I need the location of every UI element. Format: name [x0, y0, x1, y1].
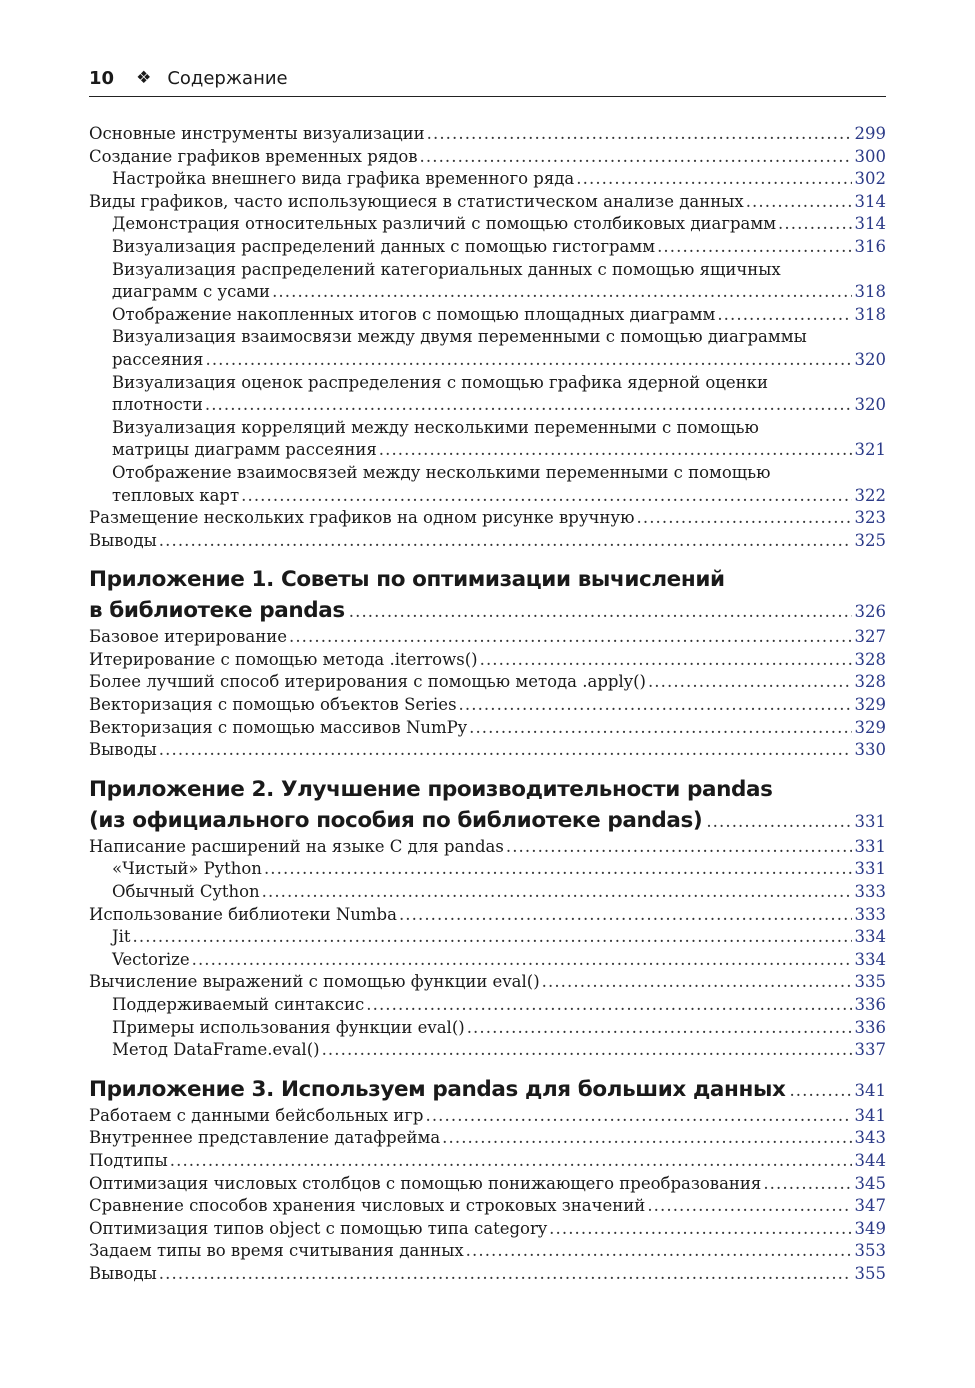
- toc-entry-label: Jit: [112, 927, 131, 947]
- toc-entry-label: Итерирование с помощью метода .iterrows(): [89, 649, 478, 669]
- running-header: [89, 68, 886, 97]
- leader-dots: [717, 304, 851, 327]
- toc-entry[interactable]: [89, 904, 886, 927]
- toc-entry[interactable]: [89, 1263, 886, 1286]
- toc-entry-page: 299: [854, 124, 886, 143]
- toc-entry-label: Основные инструменты визуализации: [89, 124, 425, 143]
- leader-dots: [322, 1039, 852, 1062]
- toc-entry[interactable]: [89, 168, 886, 191]
- toc-entry[interactable]: [89, 1240, 886, 1263]
- leader-dots: [576, 168, 851, 191]
- toc-entry-page: 323: [854, 508, 886, 528]
- leader-dots: [205, 394, 852, 417]
- toc-entry-page: 327: [854, 627, 886, 647]
- leader-dots: [637, 507, 852, 530]
- leader-dots: [366, 994, 851, 1017]
- leader-dots: [425, 1105, 851, 1128]
- toc-section-visualization: [89, 123, 886, 552]
- toc-entry-line1: Визуализация взаимосвязи между двумя переменными с помощью диаграммы: [112, 327, 807, 347]
- toc-entry-label: Базовое итерирование: [89, 627, 287, 647]
- toc-entry[interactable]: [89, 971, 886, 994]
- toc-entry[interactable]: [89, 926, 886, 949]
- leader-dots: [349, 596, 852, 626]
- toc-entry-page: 331: [854, 859, 886, 879]
- toc-entry-label: Более лучший способ итерирования с помощью метода .apply(): [89, 672, 646, 692]
- toc-entry[interactable]: [89, 439, 886, 462]
- toc-entry[interactable]: [89, 717, 886, 740]
- leader-dots: [420, 146, 852, 169]
- toc-entry[interactable]: [89, 881, 886, 904]
- toc-entry[interactable]: [89, 1105, 886, 1128]
- toc-entry-label: диаграмм с усами: [112, 282, 271, 302]
- toc-entry[interactable]: [89, 394, 886, 417]
- leader-dots: [549, 1218, 851, 1241]
- toc-entry[interactable]: [89, 949, 886, 972]
- leader-dots: [159, 530, 852, 553]
- appendix-3-title: Приложение 3. Используем pandas для больших данных: [89, 1076, 786, 1102]
- toc-entry-label: тепловых карт: [112, 485, 240, 505]
- toc-entry-label: Визуализация распределений данных с помощью гистограмм: [112, 236, 656, 256]
- leader-dots: [469, 717, 851, 740]
- toc-entry-page: 355: [854, 1263, 886, 1283]
- toc-entry[interactable]: [89, 1150, 886, 1173]
- toc-entry[interactable]: [89, 858, 886, 881]
- toc-entry[interactable]: [89, 349, 886, 372]
- toc-entry-page: 345: [854, 1173, 886, 1193]
- toc-entry-label: Выводы: [89, 1263, 157, 1283]
- toc-entry-page: 341: [854, 1105, 886, 1125]
- toc-entry-label: плотности: [112, 395, 203, 415]
- toc-entry-page: 333: [854, 882, 886, 902]
- toc-entry-label: Обычный Cython: [112, 882, 260, 902]
- toc-entry-page: 336: [854, 1017, 886, 1037]
- toc-entry[interactable]: [89, 836, 886, 859]
- leader-dots: [746, 191, 852, 214]
- toc-entry-label: Выводы: [89, 530, 157, 550]
- leader-dots: [647, 1195, 851, 1218]
- leader-dots: [399, 904, 852, 927]
- toc-entry-page: 349: [854, 1218, 886, 1238]
- leader-dots: [192, 949, 852, 972]
- leader-dots: [789, 1075, 851, 1105]
- toc-entry[interactable]: [89, 304, 886, 327]
- toc-entry-page: 347: [854, 1196, 886, 1216]
- toc-entry-label: Подтипы: [89, 1150, 168, 1170]
- leader-dots: [648, 671, 852, 694]
- toc-entry-page: 322: [854, 485, 886, 505]
- toc-entry-page: 320: [854, 349, 886, 369]
- ornament-icon: ❖: [136, 68, 152, 88]
- appendix-1-title-entry[interactable]: [89, 595, 886, 626]
- toc-entry[interactable]: [89, 146, 886, 169]
- toc-entry-label: Векторизация с помощью массивов NumPy: [89, 717, 468, 737]
- toc-entry-label: Метод DataFrame.eval(): [112, 1040, 320, 1060]
- toc-entry-page: 335: [854, 972, 886, 992]
- toc-entry-page: 316: [854, 236, 886, 256]
- toc-entry[interactable]: [89, 485, 886, 508]
- appendix-2-entries: [89, 836, 886, 1062]
- toc-entry-label: Задаем типы во время считывания данных: [89, 1241, 464, 1261]
- toc-entry-label: Примеры использования функции eval(): [112, 1017, 465, 1037]
- leader-dots: [657, 236, 851, 259]
- toc-entry-label: Vectorize: [112, 949, 190, 969]
- toc-entry[interactable]: [89, 649, 886, 672]
- appendix-3-page: 341: [854, 1080, 886, 1100]
- toc-entry[interactable]: [89, 671, 886, 694]
- leader-dots: [379, 439, 852, 462]
- leader-dots: [264, 858, 852, 881]
- leader-dots: [272, 281, 851, 304]
- leader-dots: [763, 1173, 851, 1196]
- toc-entry-label: Выводы: [89, 740, 157, 760]
- toc-entry[interactable]: [89, 530, 886, 553]
- leader-dots: [706, 806, 851, 836]
- leader-dots: [467, 1017, 852, 1040]
- toc-entry-line1: Визуализация распределений категориальных данных с помощью ящичных: [112, 259, 781, 279]
- toc-entry-label: матрицы диаграмм рассеяния: [112, 440, 377, 460]
- toc-entry[interactable]: [89, 1173, 886, 1196]
- toc-entry-page: 333: [854, 904, 886, 924]
- toc-entry-page: 331: [854, 836, 886, 856]
- appendix-1: [89, 564, 886, 762]
- leader-dots: [480, 649, 852, 672]
- leader-dots: [442, 1127, 851, 1150]
- appendix-3-entries: [89, 1105, 886, 1286]
- toc-entry-page: 344: [854, 1150, 886, 1170]
- appendix-2-title-entry[interactable]: [89, 805, 886, 836]
- toc-entry-label: Написание расширений на языке C для pandas: [89, 836, 504, 856]
- appendix-2-page: 331: [854, 811, 886, 831]
- toc-entry-label: Настройка внешнего вида графика временного ряда: [112, 169, 575, 189]
- toc-entry-label: рассеяния: [112, 349, 204, 369]
- toc-entry-label: Оптимизация числовых столбцов с помощью понижающего преобразования: [89, 1173, 762, 1193]
- toc-entry[interactable]: [89, 1218, 886, 1241]
- leader-dots: [133, 926, 852, 949]
- toc-entry-label: Работаем с данными бейсбольных игр: [89, 1105, 424, 1125]
- toc-entry-page: 300: [854, 146, 886, 166]
- toc-entry[interactable]: [89, 1017, 886, 1040]
- toc-entry[interactable]: [89, 1039, 886, 1062]
- table-of-contents: [89, 123, 886, 1286]
- toc-entry-label: Сравнение способов хранения числовых и строковых значений: [89, 1196, 646, 1216]
- toc-entry-line1: Визуализация корреляций между несколькими переменными с помощью: [112, 417, 759, 437]
- toc-entry-page: 302: [854, 169, 886, 189]
- leader-dots: [241, 485, 851, 508]
- appendix-1-page: 326: [854, 602, 886, 622]
- appendix-1-entries: [89, 626, 886, 762]
- leader-dots: [427, 123, 852, 146]
- toc-entry-page: 325: [854, 530, 886, 550]
- toc-entry-page: 318: [854, 282, 886, 302]
- appendix-3: [89, 1074, 886, 1286]
- toc-entry-page: 353: [854, 1241, 886, 1261]
- toc-entry-page: 329: [854, 695, 886, 715]
- toc-entry[interactable]: [89, 994, 886, 1017]
- toc-entry-page: 328: [854, 672, 886, 692]
- toc-entry-line1: Визуализация оценок распределения с помощью графика ядерной оценки: [112, 372, 768, 392]
- appendix-1-title-line1: Приложение 1. Советы по оптимизации вычислений: [89, 567, 725, 593]
- appendix-2: [89, 774, 886, 1062]
- toc-entry-label: Отображение накопленных итогов с помощью площадных диаграмм: [112, 304, 716, 324]
- toc-entry[interactable]: [89, 213, 886, 236]
- appendix-1-title-line2: в библиотеке pandas: [89, 598, 345, 624]
- toc-entry-page: 314: [854, 191, 886, 211]
- toc-entry[interactable]: [89, 123, 886, 146]
- toc-entry[interactable]: [89, 1195, 886, 1218]
- toc-entry[interactable]: [89, 507, 886, 530]
- toc-entry-page: 330: [854, 740, 886, 760]
- toc-entry[interactable]: [89, 191, 886, 214]
- toc-entry-label: «Чистый» Python: [112, 859, 262, 879]
- leader-dots: [170, 1150, 852, 1173]
- appendix-3-title-entry[interactable]: [89, 1074, 886, 1105]
- leader-dots: [778, 213, 851, 236]
- toc-entry-label: Виды графиков, часто использующиеся в статистическом анализе данных: [89, 191, 744, 211]
- toc-entry-page: 314: [854, 214, 886, 234]
- toc-entry-label: Создание графиков временных рядов: [89, 146, 418, 166]
- leader-dots: [542, 971, 852, 994]
- toc-entry-page: 321: [854, 440, 886, 460]
- toc-entry-label: Поддерживаемый синтаксис: [112, 995, 365, 1014]
- leader-dots: [205, 349, 851, 372]
- toc-entry-label: Вычисление выражений с помощью функции eval(): [89, 972, 540, 992]
- leader-dots: [466, 1240, 852, 1263]
- page-number: 10: [89, 68, 115, 89]
- leader-dots: [262, 881, 852, 904]
- toc-entry-page: 337: [854, 1040, 886, 1060]
- leader-dots: [506, 836, 852, 859]
- toc-entry-label: Демонстрация относительных различий с помощью столбиковых диаграмм: [112, 214, 777, 234]
- toc-entry-label: Размещение нескольких графиков на одном рисунке вручную: [89, 508, 635, 528]
- toc-entry[interactable]: [89, 739, 886, 762]
- toc-entry-page: 328: [854, 649, 886, 669]
- leader-dots: [159, 739, 852, 762]
- toc-entry[interactable]: [89, 236, 886, 259]
- toc-entry-line1: Отображение взаимосвязей между несколькими переменными с помощью: [112, 462, 771, 482]
- toc-entry-page: 334: [854, 927, 886, 947]
- appendix-2-title-line2: (из официального пособия по библиотеке pandas): [89, 807, 703, 833]
- toc-entry[interactable]: [89, 1127, 886, 1150]
- running-title: Содержание: [167, 68, 288, 89]
- toc-entry-label: Оптимизация типов object с помощью типа category: [89, 1218, 548, 1238]
- leader-dots: [289, 626, 852, 649]
- leader-dots: [459, 694, 852, 717]
- toc-entry-page: 320: [854, 395, 886, 415]
- appendix-2-title-line1: Приложение 2. Улучшение производительности pandas: [89, 776, 773, 802]
- toc-entry[interactable]: [89, 694, 886, 717]
- toc-entry[interactable]: [89, 281, 886, 304]
- toc-entry[interactable]: [89, 626, 886, 649]
- toc-entry-page: 343: [854, 1128, 886, 1148]
- toc-entry-label: Использование библиотеки Numba: [89, 904, 397, 924]
- toc-entry-page: 336: [854, 995, 886, 1014]
- toc-entry-label: Векторизация с помощью объектов Series: [89, 695, 457, 715]
- leader-dots: [159, 1263, 852, 1286]
- toc-entry-page: 329: [854, 717, 886, 737]
- toc-entry-label: Внутреннее представление датафрейма: [89, 1128, 441, 1148]
- toc-entry-page: 334: [854, 949, 886, 969]
- toc-entry-page: 318: [854, 304, 886, 324]
